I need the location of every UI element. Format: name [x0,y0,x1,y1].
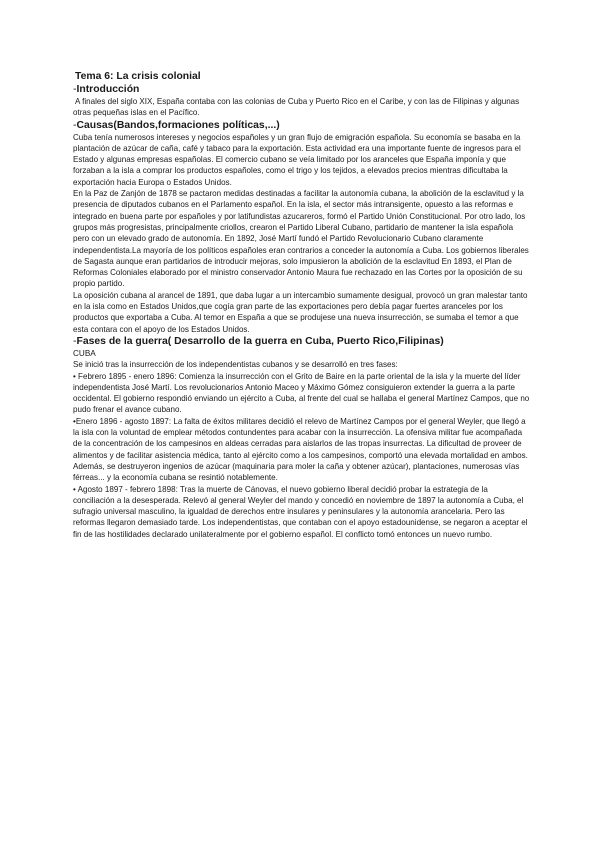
heading-dash: - [73,335,77,347]
fases-paragraph-phase-3: • Agosto 1897 - febrero 1898: Tras la muerte de Cánovas, el nuevo gobierno liberal decidió probar la estrategia de la conciliación a la desesperada. Relevó al general Weyler del mando y concedió en noviembre de 1897 la autonomía a Cuba, el sufragio universal masculino, la igualdad de derechos entre insulares y peninsulares y la autonomía arancelaria. Pero las reformas llegaron demasiado tarde. Los independentistas, que contaban con el apoyo estadounidense, se negaron a aceptar el fin de las hostilidades declarado unilateralmente por el gobierno español. El conflicto tomó entonces un nuevo rumbo. [73,484,528,539]
document-content [73,70,531,540]
causas-paragraph-2: En la Paz de Zanjón de 1878 se pactaron medidas destinadas a facilitar la autonomía cubana, la abolición de la esclavitud y la presencia de diputados cubanos en el Parlamento español. En la isla, el sector más intransigente, opuesto a las reformas e integrado en buena parte por españoles y por latifundistas azucareros, formó el Partido Unión Constitucional. Por otro lado, los grupos más progresistas, principalmente criollos, crearon el Partido Liberal Cubano, partidario de mantener la isla española pero con un elevado grado de autonomía. En 1892, José Martí fundó el Partido Revolucionario Cubano claramente independentista.La mayoría de los políticos españoles eran contrarios a conceder la autonomía a Cuba. Los gobiernos liberales de Sagasta aunque eran partidarios de introducir mejoras, solo impusieron la abolición de la esclavitud En 1893, el Plan de Reformas Coloniales elaborado por el ministro conservador Antonio Maura fue rechazado en las Cortes por la oposición de su propio partido. [73,189,529,289]
section-heading-causas [73,119,531,132]
fases-paragraph-phase-2: •Enero 1896 - agosto 1897: La falta de éxitos militares decidió el relevo de Martínez Campos por el general Weyler, que llegó a la isla con la voluntad de emplear métodos contundentes para acabar con la insurrección. La ofensiva militar fue acompañada de la concentración de los campesinos en aldeas cerradas para aislarlos de las tropas insurrectas. La dificultad de proveer de alimentos y de facilitar asistencia médica, tanto al ejército como a los campesinos, comportó una elevada mortalidad en ambos. Además, se destruyeron ingenios de azúcar (maquinaria para moler la caña y obtener azúcar), plantaciones, numerosas vías férreas... y la economía cubana se resintió notablemente. [73,416,528,483]
causas-paragraph-3: La oposición cubana al arancel de 1891, que daba lugar a un intercambio sumamente desigual, provocó un gran malestar tanto en la isla como en Estados Unidos,que cogía gran parte de las exportaciones pero debía pagar fuertes aranceles por los productos que exportaba a Cuba. Al temor en España a que se produjese una nueva insurrección, se sumaba el temor a que esta contara con el apoyo de los Estados Unidos. [73,290,528,334]
causas-paragraph-1: Cuba tenía numerosos intereses y negocios españoles y un gran flujo de emigración española. Su economía se basaba en la plantación de azúcar de caña, café y tabaco para la exportación. Esta actividad era una importante fuente de ingresos para el Estado y algunas empresas españolas. El comercio cubano se veía limitado por los aranceles que España imponía y que forzaban a la isla a comprar los productos españoles, como el trigo y los tejidos, a elevados precios mientras dificultaba la exportación hacia Europa o Estados Unidos. [73,132,521,187]
fases-subheading-cuba: CUBA [73,348,96,358]
intro-paragraph: A finales del siglo XIX, España contaba con las colonias de Cuba y Puerto Rico en el Caribe, y con las de Filipinas y algunas otras pequeñas islas en el Pacífico. [73,97,520,118]
fases-paragraph-intro: Se inició tras la insurrección de los independentistas cubanos y se desarrolló en tres fases: [73,360,398,370]
intro-heading-text: Introducción [76,84,140,95]
document-title: Tema 6: La crisis colonial [75,71,201,82]
fases-heading-text: Fases de la guerra( Desarrollo de la guerra en Cuba, Puerto Rico,Filipinas) [76,335,444,347]
fases-paragraph-phase-1: • Febrero 1895 - enero 1896: Comienza la insurrección con el Grito de Baire en la parte oriental de la isla y la muerte del líder independentista José Martí. Los revolucionarios Antonio Maceo y Máximo Gómez consiguieron extender la guerra a la parte occidental. El gobierno respondió enviando un ejército a Cuba, al frente del cual se hallaba el general Martínez Campos, que no pudo frenar el avance cubano. [73,371,530,415]
heading-dash: - [73,119,77,131]
section-heading-intro [73,83,531,96]
heading-dash: - [73,84,77,95]
section-heading-fases [73,335,531,348]
causas-heading-text: Causas(Bandos,formaciones políticas,...) [76,119,280,131]
